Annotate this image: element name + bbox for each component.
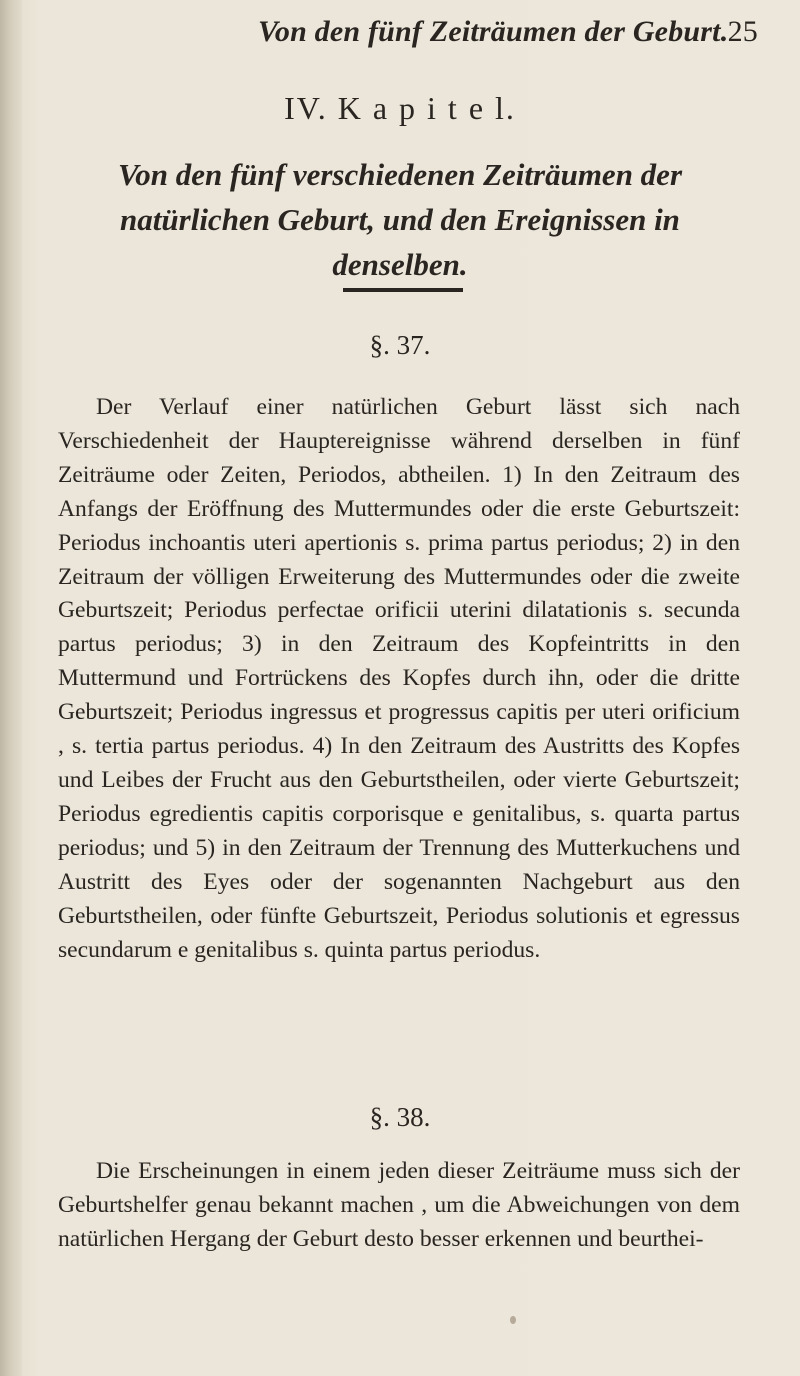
book-spine-edge: [0, 0, 22, 1376]
chapter-title: Von den fünf verschiedenen Zeiträumen der natürlichen Geburt, und den Ereignissen in denselben.: [117, 157, 683, 282]
chapter-heading: IV. K a p i t e l.: [284, 90, 516, 126]
page-number: 25: [727, 15, 758, 48]
section-37-paragraph: Der Verlauf einer natürlichen Geburt lässt sich nach Verschiedenheit der Hauptereignisse während derselben in fünf Zeiträume oder Zeiten, Periodos, abtheilen. 1) In den Zeitraum des Anfangs der Eröffnung des Muttermundes oder die erste Geburtszeit: Periodus inchoantis uteri apertionis s. prima partus periodus; 2) in den Zeitraum der völligen Erweiterung des Muttermundes oder die zweite Geburtszeit; Periodus perfectae orificii uterini dilatationis s. secunda partus periodus; 3) in den Zeitraum des Kopfeintritts in den Muttermund und Fortrückens des Kopfes durch ihn, oder die dritte Geburtszeit; Periodus ingressus et progressus capitis per uteri orificium , s. tertia partus periodus. 4) In den Zeitraum des Austritts des Kopfes und Leibes der Frucht aus den Geburtstheilen, oder vierte Geburtszeit; Periodus egredientis capitis corporisque e genitalibus, s. quarta partus periodus; und 5) in den Zeitraum der Trennung des Mutterkuchens und Austritt des Eyes oder der sogenannten Nachgeburt aus den Geburtstheilen, oder fünfte Geburtszeit, Periodus solutionis et egressus secundarum e genitalibus s. quinta partus periodus.: [58, 394, 740, 963]
section-number-37: §. 37.: [369, 330, 431, 360]
section-38-paragraph: Die Erscheinungen in einem jeden dieser Zeiträume muss sich der Geburtshelfer genau bekannt machen , um die Abweichungen von dem natürlichen Hergang der Geburt desto besser erkennen und beurthei-: [58, 1158, 740, 1252]
running-head-title: Von den fünf Zeiträumen der Geburt.: [258, 15, 729, 48]
ink-spot: [510, 1316, 516, 1324]
running-head: [258, 6, 758, 58]
title-divider-rule: [343, 288, 463, 292]
section-number-38: §. 38.: [369, 1102, 431, 1132]
